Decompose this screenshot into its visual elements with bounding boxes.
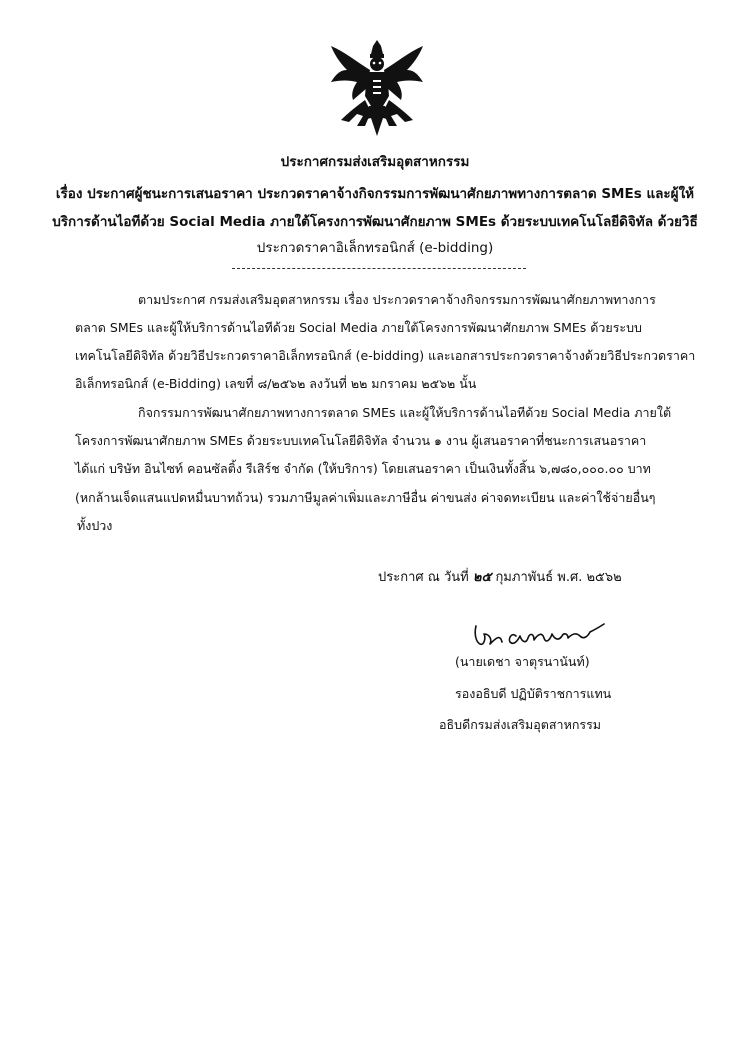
signer-office: อธิบดีกรมส่งเสริมอุตสาหกรรม [439, 717, 602, 732]
paragraph-2-line-3: ได้แก่ บริษัท อินไซท์ คอนซัลติ้ง รีเสิร์ช จำกัด (ให้บริการ) โดยเสนอราคา เป็นเงินทั้งสิ้น ๖,๗๘๐,๐๐๐.๐๐ บาท [75, 461, 651, 476]
paragraph-2-line-1: กิจกรรมการพัฒนาศักยภาพทางการตลาด SMEs และผู้ให้บริการด้านไอทีด้วย Social Media ภายใต้ [138, 405, 672, 420]
announcement-date [378, 566, 622, 587]
garuda-emblem [327, 40, 427, 140]
subject-line-1: เรื่อง ประกาศผู้ชนะการเสนอราคา ประกวดราคาจ้างกิจกรรมการพัฒนาศักยภาพทางการตลาด SMEs และผู้ให้ [55, 186, 695, 202]
paragraph-1-line-3: เทคโนโลยีดิจิทัล ด้วยวิธีประกวดราคาอิเล็กทรอนิกส์ (e-bidding) และเอกสารประกวดราคาจ้างด้วยวิธีประกวดราคา [75, 348, 696, 363]
subject-line-3: ประกวดราคาอิเล็กทรอนิกส์ (e-bidding) [256, 240, 494, 256]
paragraph-1-line-4: อิเล็กทรอนิกส์ (e-Bidding) เลขที่ ๘/๒๕๖๒ ลงวันที่ ๒๒ มกราคม ๒๕๖๒ นั้น [75, 376, 477, 391]
signer-position: รองอธิบดี ปฏิบัติราชการแทน [455, 686, 612, 701]
date-prefix: ประกาศ ณ วันที่ [378, 570, 469, 585]
agency-title: ประกาศกรมส่งเสริมอุตสาหกรรม [280, 154, 470, 170]
paragraph-2-line-5: ทั้งปวง [77, 518, 113, 533]
date-day: ๒๕ [472, 570, 492, 585]
divider [232, 268, 526, 269]
handwritten-signature [470, 616, 620, 656]
date-suffix: กุมภาพันธ์ พ.ศ. ๒๕๖๒ [495, 570, 622, 585]
paragraph-1-line-2: ตลาด SMEs และผู้ให้บริการด้านไอทีด้วย Social Media ภายใต้โครงการพัฒนาศักยภาพ SMEs ด้วยระบบ [75, 320, 642, 335]
signer-name: (นายเดชา จาตุรนานันท์) [455, 654, 590, 669]
paragraph-2-line-4: (หกล้านเจ็ดแสนแปดหมื่นบาทถ้วน) รวมภาษีมูลค่าเพิ่มและภาษีอื่น ค่าขนส่ง ค่าจดทะเบียน และค่าใช้จ่ายอื่นๆ [75, 490, 656, 505]
paragraph-1-line-1: ตามประกาศ กรมส่งเสริมอุตสาหกรรม เรื่อง ประกวดราคาจ้างกิจกรรมการพัฒนาศักยภาพทางการ [138, 292, 656, 307]
paragraph-2-line-2: โครงการพัฒนาศักยภาพ SMEs ด้วยระบบเทคโนโลยีดิจิทัล จำนวน ๑ งาน ผู้เสนอราคาที่ชนะการเสนอราคา [75, 433, 647, 448]
subject-line-2: บริการด้านไอทีด้วย Social Media ภายใต้โครงการพัฒนาศักยภาพ SMEs ด้วยระบบเทคโนโลยีดิจิทัล ด้วยวิธี [52, 214, 698, 230]
